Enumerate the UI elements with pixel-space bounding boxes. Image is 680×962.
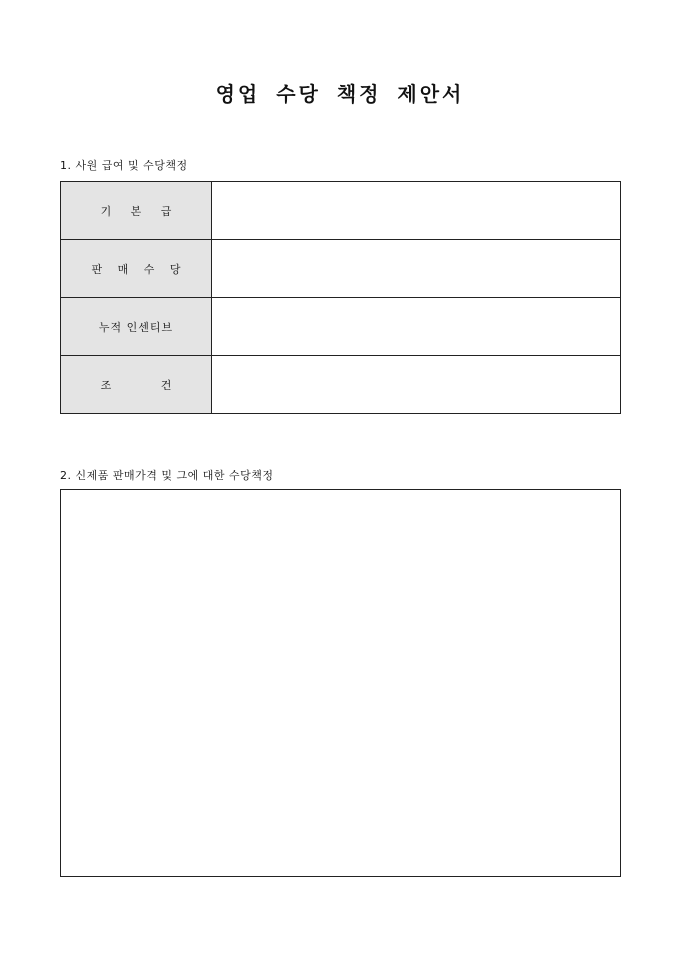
cumulative-incentive-label-cell	[61, 298, 212, 356]
table-row-sales-allowance	[61, 240, 621, 298]
base-salary-value-cell[interactable]	[212, 182, 621, 240]
sales-allowance-value-cell[interactable]	[212, 240, 621, 298]
conditions-label-cell	[61, 356, 212, 414]
section-1-heading: 1. 사원 급여 및 수당책정	[60, 159, 188, 172]
new-product-pricing-box[interactable]	[60, 489, 621, 877]
salary-allowance-table	[60, 181, 621, 414]
document-title: 영업 수당 책정 제안서	[215, 82, 465, 106]
sales-allowance-label: 판 매 수 당	[91, 262, 187, 276]
base-salary-label-cell	[61, 182, 212, 240]
table-row-conditions	[61, 356, 621, 414]
section-2-heading: 2. 신제품 판매가격 및 그에 대한 수당책정	[60, 469, 274, 482]
cumulative-incentive-value-cell[interactable]	[212, 298, 621, 356]
conditions-value-cell[interactable]	[212, 356, 621, 414]
cumulative-incentive-label: 누적 인센티브	[98, 320, 174, 334]
base-salary-label: 기 본 급	[100, 204, 180, 218]
sales-allowance-label-cell	[61, 240, 212, 298]
table-row-base-salary	[61, 182, 621, 240]
conditions-label: 조 건	[100, 378, 172, 392]
table-row-cumulative-incentive	[61, 298, 621, 356]
